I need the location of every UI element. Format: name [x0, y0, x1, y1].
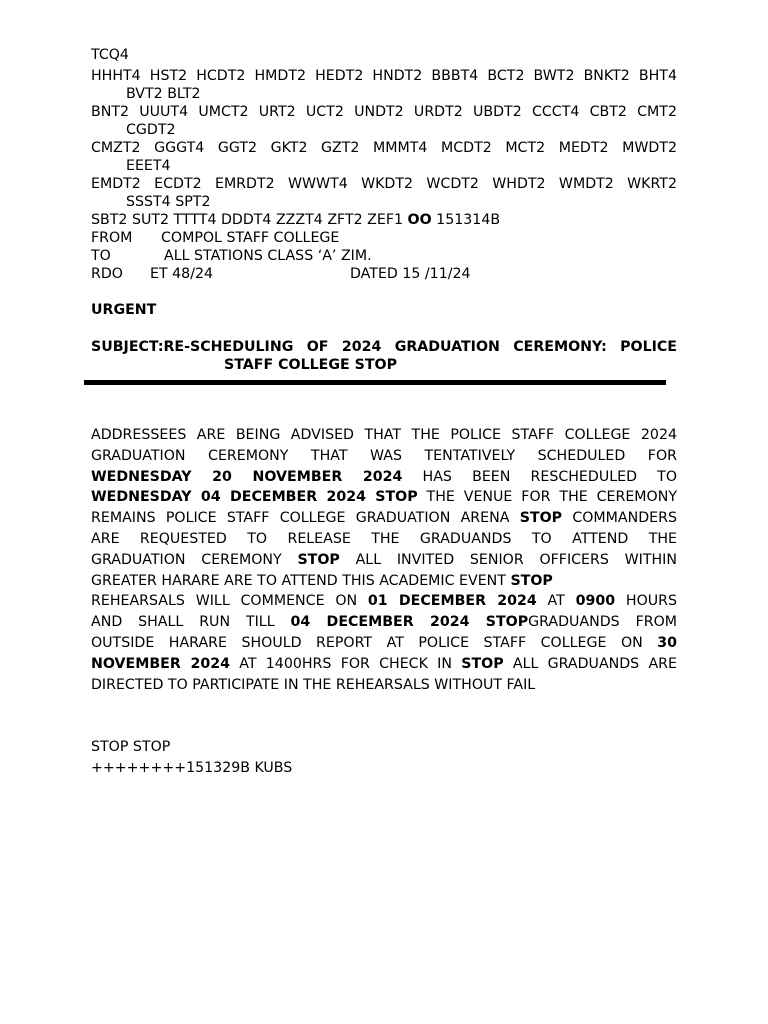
message-body: ADDRESSEES ARE BEING ADVISED THAT THE POLICE STAFF COLLEGE 2024 GRADUATION CEREMONY THAT WAS TENTATIVELY SCHEDULED FOR WEDNESDAY 20 NOVEMBER 2024 HAS BEEN RESCHEDULED TO WEDNESDAY 04 DECEMBER 2024 STOP THE VENUE FOR THE CEREMONY REMAINS POLICE STAFF COLLEGE GRADUATION ARENA STOP COMMANDERS ARE REQUESTED TO RELEASE THE GRADUANDS TO ATTEND THE GRADUATION CEREMONY STOP ALL INVITED SENIOR OFFICERS WITHIN GREATER HARARE ARE TO ATTEND THIS ACADEMIC EVENT STOP REHEARSALS WILL COMMENCE ON 01 DECEMBER 2024 AT 0900 HOURS AND SHALL RUN TILL 04 DECEMBER 2024 STOPGRADUANDS FROM OUTSIDE HARARE SHOULD REPORT AT POLICE STAFF COLLEGE ON 30 NOVEMBER 2024 AT 1400HRS FOR CHECK IN STOP ALL GRADUANDS ARE DIRECTED TO PARTICIPATE IN THE REHEARSALS WITHOUT FAIL: [91, 427, 677, 693]
routing-cont: CGDT2: [126, 122, 176, 138]
urgent-label: URGENT: [91, 302, 157, 318]
precedence: OO: [407, 212, 432, 228]
routing-line: EMDT2 ECDT2 EMRDT2 WWWT4 WKDT2 WCDT2 WHDT2 WMDT2 WKRT2: [91, 176, 677, 192]
dtg: 151314B: [431, 212, 501, 228]
footer-end: ++++++++151329B KUBS: [91, 760, 293, 776]
to-row: TO ALL STATIONS CLASS ‘A’ ZIM.: [91, 248, 372, 264]
rdo-row: RDO ET 48/24 DATED 15 /11/24: [91, 266, 471, 282]
header-code: TCQ4: [91, 47, 129, 63]
routing-block: [91, 67, 677, 283]
routing-cont: BVT2 BLT2: [126, 86, 201, 102]
routing-line: HHHT4 HST2 HCDT2 HMDT2 HEDT2 HNDT2 BBBT4 BCT2 BWT2 BNKT2 BHT4: [91, 68, 677, 84]
routing-line-last: SBT2 SUT2 TTTT4 DDDT4 ZZZT4 ZFT2 ZEF1 OO 151314B: [91, 212, 501, 228]
footer-stop: STOP STOP: [91, 739, 171, 755]
routing-line: CMZT2 GGGT4 GGT2 GKT2 GZT2 MMMT4 MCDT2 MCT2 MEDT2 MWDT2: [91, 140, 677, 156]
from-row: FROM COMPOL STAFF COLLEGE: [91, 230, 340, 246]
routing-cont: SSST4 SPT2: [126, 194, 211, 210]
routing-line: BNT2 UUUT4 UMCT2 URT2 UCT2 UNDT2 URDT2 UBDT2 CCCT4 CBT2 CMT2: [91, 104, 677, 120]
subject: SUBJECT:RE-SCHEDULING OF 2024 GRADUATION CEREMONY: POLICE STAFF COLLEGE STOP: [91, 339, 677, 373]
routing-cont: EEET4: [126, 158, 171, 174]
divider-rule: [84, 380, 666, 385]
